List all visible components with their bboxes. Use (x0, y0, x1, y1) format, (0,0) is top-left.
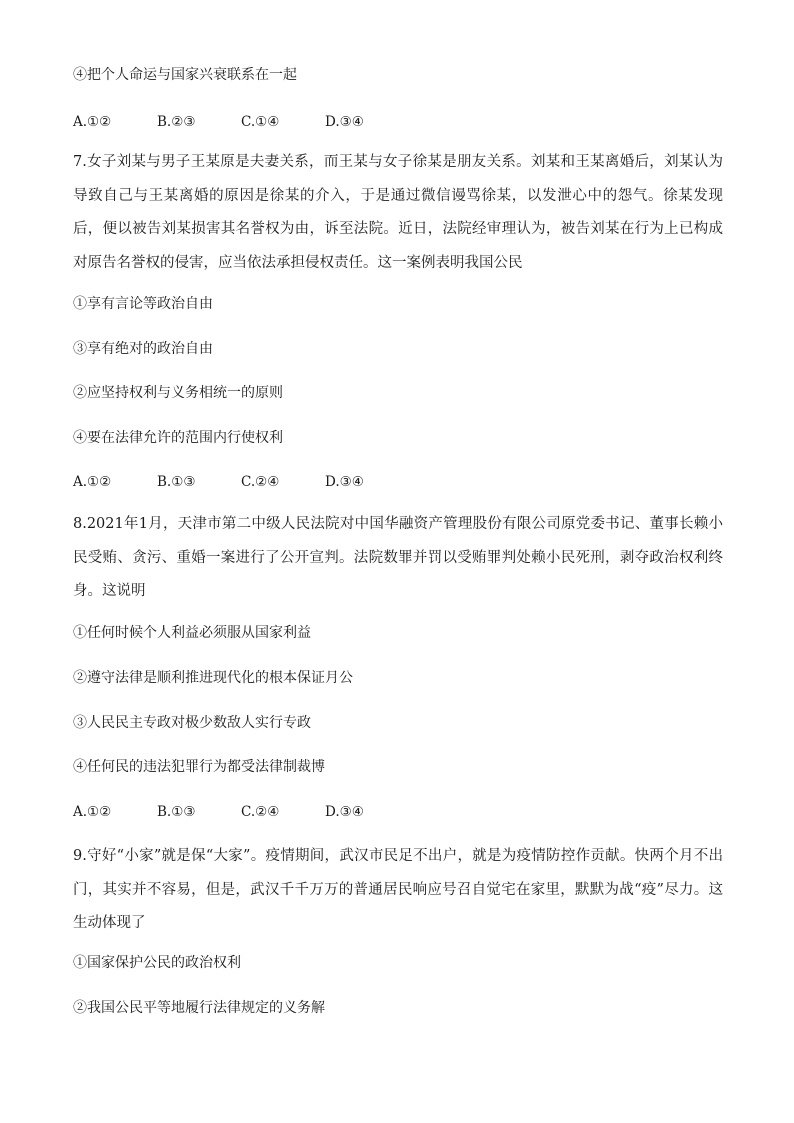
q8-item-1: ①任何时候个人利益必须服从国家利益 (73, 625, 311, 641)
question-9-stem: 9.守好“小家”就是保“大家”。疫情期间，武汉市民足不出户，就是为疫情防控作贡献。快两个月不出门，其实并不容易，但是，武汉千千万万的普通居民响应号召自觉宅在家里，默默为战“疫”尽力。这生动体现了 (73, 848, 723, 931)
option-d: D.③④ (325, 474, 364, 490)
q9-item-1: ①国家保护公民的政治权利 (73, 955, 241, 971)
q8-answer-options (73, 802, 409, 822)
q9-item-2: ②我国公民平等地履行法律规定的义务解 (73, 1000, 325, 1016)
q8-item-4: ④任何民的违法犯罪行为都受法律制裁博 (73, 759, 325, 775)
option-a: A.①② (73, 474, 112, 490)
answer-options (73, 112, 409, 132)
option-d: D.③④ (325, 804, 364, 820)
q7-item-2: ②应坚持权利与义务相统一的原则 (73, 385, 283, 401)
option-c: C.①④ (241, 114, 280, 130)
q7-item-1: ①享有言论等政治自由 (73, 296, 213, 312)
q7-answer-options (73, 472, 409, 492)
option-a: A.①② (73, 114, 112, 130)
option-a: A.①② (73, 804, 112, 820)
option-b: B.②③ (157, 114, 196, 130)
q8-item-2: ②遵守法律是顺利推进现代化的根本保证月公 (73, 670, 353, 686)
q8-item-3: ③人民民主专政对极少数敌人实行专政 (73, 715, 311, 731)
q7-item-4: ④要在法律允许的范围内行使权利 (73, 430, 283, 446)
option-d: D.③④ (325, 114, 364, 130)
option-item-4: ④把个人命运与国家兴衰联系在一起 (73, 67, 297, 83)
option-b: B.①③ (157, 804, 196, 820)
option-c: C.②④ (241, 474, 280, 490)
option-c: C.②④ (241, 804, 280, 820)
q7-item-3: ③享有绝对的政治自由 (73, 341, 213, 357)
question-7-stem: 7.女子刘某与男子王某原是夫妻关系，而王某与女子徐某是朋友关系。刘某和王某离婚后，刘某认为导致自己与王某离婚的原因是徐某的介入，于是通过微信谩骂徐某，以发泄心中的怨气。徐某发现后，便以被告刘某损害其名誉权为由，诉至法院。近日，法院经审理认为，被告刘某在行为上已构成对原告名誉权的侵害，应当依法承担侵权责任。这一案例表明我国公民 (73, 154, 723, 271)
option-b: B.①③ (157, 474, 196, 490)
question-8-stem: 8.2021年1月，天津市第二中级人民法院对中国华融资产管理股份有限公司原党委书记、董事长赖小民受贿、贪污、重婚一案进行了公开宣判。法院数罪并罚以受贿罪判处赖小民死刑，剥夺政治权利终身。这说明 (73, 516, 723, 599)
